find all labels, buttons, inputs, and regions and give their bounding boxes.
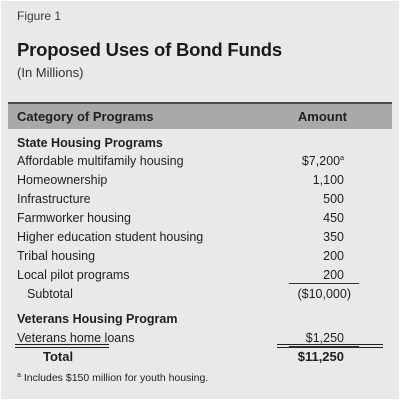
footnote [17,372,208,384]
table-row [17,171,399,189]
footnote-text: Includes $150 million for youth housing. [23,372,209,384]
subtotal-rule [289,283,359,284]
section-heading-veterans [17,310,399,328]
footnote-marker: a [17,372,21,379]
subtotal-row [17,285,399,303]
table-row [17,209,399,227]
total-amount: $11,250 [297,349,344,364]
table-row [17,190,399,208]
row-amount: 450 [323,211,344,225]
figure-subtitle: (In Millions) [17,65,84,80]
row-amount: 200 [323,268,344,282]
row-label: Farmworker housing [17,211,131,225]
total-row [17,348,399,366]
header-category: Category of Programs [17,109,154,124]
table-header [8,102,392,129]
section-heading-label: State Housing Programs [17,136,163,150]
table-row [17,152,399,170]
row-amount: $7,200$^a$ [301,154,344,168]
row-amount: 350 [323,230,344,244]
row-label: Higher education student housing [17,230,204,244]
figure-card [1,1,399,399]
row-label: Local pilot programs [17,268,130,282]
section-heading-label: Veterans Housing Program [17,312,178,326]
footnote-marker: a [340,155,344,162]
row-amount: 1,100 [312,173,344,187]
subtotal-amount: ($10,000) [297,287,351,301]
row-label: Homeownership [17,173,108,187]
total-label: Total [43,349,74,364]
figure-label: Figure 1 [17,9,62,23]
row-amount: 200 [323,249,344,263]
row-label: Veterans home loans [17,331,135,345]
header-amount: Amount [297,109,347,124]
row-label: Tribal housing [17,249,96,263]
table-row [17,247,399,265]
subtotal-label: Subtotal [27,287,73,301]
section-heading-state [17,134,399,152]
table-row [17,266,399,284]
row-amount: $1,250 [305,331,344,345]
row-amount: 500 [323,192,344,206]
figure-title: Proposed Uses of Bond Funds [17,39,282,60]
row-label: Infrastructure [17,192,91,206]
table-row [17,228,399,246]
row-label: Affordable multifamily housing [17,154,184,168]
